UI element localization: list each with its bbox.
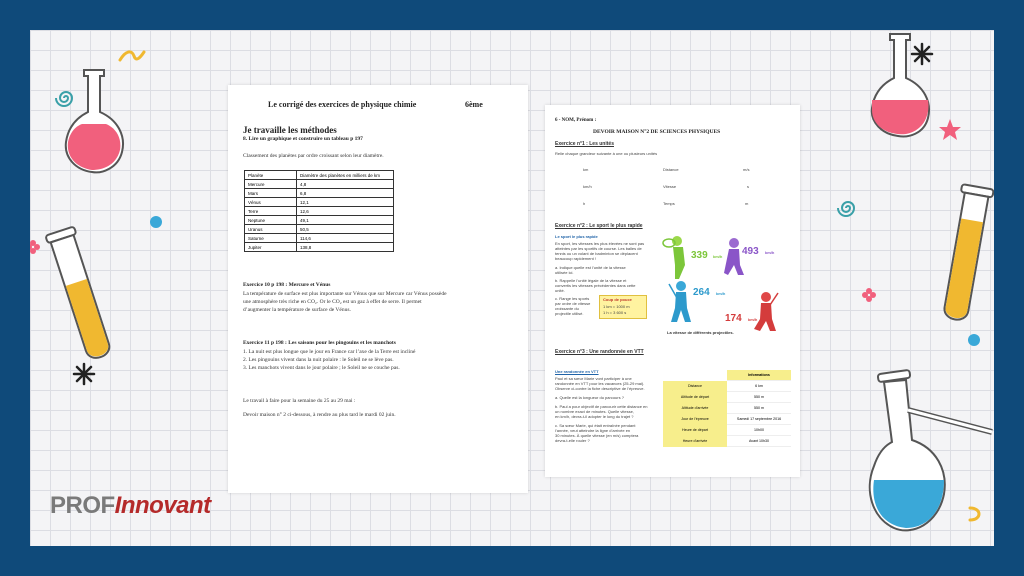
table-row [245,207,394,216]
table-header: Planète [245,171,297,180]
info-label: Jour de l’épreuve [663,414,727,425]
planet-name: Vénus [245,198,297,207]
ex2-line: c. Range les sports [555,296,590,301]
pink-flower-icon [862,288,876,302]
yellow-test-tube-icon [44,222,116,372]
unit-left: km/h [583,184,592,189]
table-row [245,225,394,234]
ex2-line: convertis les vitesses précédentes dans cette [555,283,636,288]
blue-dot-icon [968,334,980,346]
asterisk-icon [910,42,934,66]
info-table [663,370,791,447]
unit-right: m/s [743,167,750,172]
speed-value: 264 [693,287,710,298]
asterisk-icon [72,362,96,386]
info-value: Samedi 17 septembre 2016 [727,414,791,425]
spiral-icon [836,196,860,220]
info-label: Altitude de départ [663,392,727,403]
planet-name: Mars [245,189,297,198]
speed-unit: km/h [748,317,758,322]
baseball-player-icon [750,291,778,333]
doc1-ex11-line: 1. La nuit est plus longue que le jour en France car l’axe de la Terre est incliné [243,349,416,355]
ex2-line: a. Indique quelle est l’unité de la vitesse [555,265,626,270]
hint-line: 1 km = 1000 m [603,304,630,309]
speed-unit: km/h [765,250,775,255]
doc1-ex10-line: La température de surface est plus importante sur Vénus que sur Mercure car Vénus possède [243,291,447,297]
yellow-squiggle-icon [118,48,146,64]
yellow-squiggle-icon [966,504,986,524]
planet-diameter: 12,1 [297,198,394,207]
logo-part2: Innovant [114,492,211,519]
info-value: 6 km [727,381,791,392]
ex3-line: devra-t-elle rouler ? [555,438,590,443]
table-header: Diamètre des planètes en milliers de km [297,171,394,180]
ex3-line: c. Sa sœur Marie, qui était entraînée pendant [555,423,636,428]
logo-part1: PROF [50,492,115,519]
doc1-title: Le corrigé des exercices de physique chimie [268,100,417,109]
doc1-level: 6ème [465,100,483,109]
doc2-title: DEVOIR MAISON N°2 DE SCIENCES PHYSIQUES [593,129,721,135]
unit-left: h [583,201,586,206]
doc1-homework: Devoir maison n° 2 ci-dessous, à rendre au plus tard le mardi 02 juin. [243,412,396,418]
doc1-ex11-line: 2. Les pingouins vivent dans la nuit polaire : le Soleil ne se lève pas. [243,357,394,363]
planet-diameter: 4,8 [297,180,394,189]
ex3-title: Exercice n°3 : Une randonnée en VTT [555,349,644,355]
pink-flask-icon [62,66,126,174]
info-label: Distance [663,381,727,392]
ex3-line: randonnée en VTT pour les vacances (25-29 mai). [555,381,645,386]
ex2-line: En sport, les vitesses les plus élevées ne sont pas [555,241,645,246]
golfer-icon [665,280,695,324]
unit-right: m [745,201,749,206]
quantity: Temps [663,201,675,206]
planet-diameter: 138,8 [297,243,394,252]
info-value: 550 m [727,403,791,414]
planet-table [244,170,394,252]
doc1-ex10-line: une atmosphère très riche en CO₂. Or le CO₂ est un gaz à effet de serre. Il permet [243,299,422,305]
ex3-subtitle: Une randonnée en VTT [555,369,599,374]
ex2-line: beaucoup rapidement ! [555,256,596,261]
ex3-line: Paul et sa sœur Marie vont participer à une [555,376,632,381]
unit-right: s [747,184,749,189]
ex2-line: unité. [555,288,565,293]
ex3-line: l’année, veut atteindre la ligne d’arrivée en [555,428,631,433]
info-header: Informations [727,370,791,381]
hint-title: Coup de pouce [603,297,632,302]
table-row [245,180,394,189]
doc1-work: Le travail à faire pour la semaine du 25 au 29 mai : [243,398,356,404]
planet-diameter: 114,6 [297,234,394,243]
hint-line: 1 h = 3 600 s [603,310,627,315]
table-row [663,414,791,425]
name-line: 6 - NOM, Prénom : [555,118,597,123]
planet-diameter: 49,1 [297,216,394,225]
table-row [245,216,394,225]
blue-dot-icon [150,216,162,228]
info-value: Avant 10h30 [727,436,791,447]
planet-diameter: 6,8 [297,189,394,198]
ex1-instruction: Relie chaque grandeur suivante à une ou plusieurs unités [555,151,658,156]
table-row [663,381,791,392]
ex2-line: utilisée ici. [555,270,574,275]
info-label: Heure d’arrivée [663,436,727,447]
homework-document [545,105,800,477]
ex2-title: Exercice n°2 : Le sport le plus rapide [555,223,643,229]
table-row [663,392,791,403]
ex2-line: tennis ou un volant de badminton se déplacent [555,251,638,256]
doc1-ex11-line: 3. Les manchots vivent dans le jour polaire ; le Soleil ne se couche pas. [243,365,400,371]
info-value: 10h00 [727,425,791,436]
speed-unit: km/h [713,254,723,259]
ex2-line: croissante du [555,306,579,311]
tennis-player-icon [663,235,693,281]
spiral-icon [54,86,78,110]
speed-value: 493 [742,246,759,257]
planet-name: Terre [245,207,297,216]
planet-name: Saturne [245,234,297,243]
prof-innovant-logo [50,492,211,520]
speed-value: 174 [725,313,742,324]
speed-unit: km/h [716,291,726,296]
ex3-line: 30 minutes. À quelle vitesse (en m/s) comptera [555,433,639,438]
speed-value: 339 [691,250,708,261]
quantity: Vitesse [663,184,677,189]
ex3-line: un nombre exact de minutes. Quelle vitesse, [555,409,634,414]
ex2-line: atteintes par les sportifs de course. Les balles de [555,246,642,251]
ex2-line: par ordre de vitesse [555,301,591,306]
ex3-line: b. Paul a pour objectif de parcourir cette distance en [555,404,648,409]
table-row [663,436,791,447]
hint-box [599,295,647,319]
quantity: Distance [663,167,679,172]
planet-name: Neptune [245,216,297,225]
planet-diameter: 12,6 [297,207,394,216]
grid-frame [30,30,994,546]
unit-left: km [583,167,589,172]
ex2-line: b. Rappelle l’unité légale de la vitesse et [555,278,627,283]
table-row [663,425,791,436]
pink-star-icon [938,118,962,142]
table-row [245,243,394,252]
info-label: Heure de départ [663,425,727,436]
ex3-line: a. Quelle est la longueur du parcours ? [555,395,624,400]
doc1-ex10-title: Exercice 10 p 198 : Mercure et Vénus [243,282,331,288]
figure-caption: La vitesse de différents projectiles. [667,330,734,335]
ex2-line: projectile utilisé. [555,311,584,316]
planet-name: Jupiter [245,243,297,252]
info-value: 550 m [727,392,791,403]
pink-flower-icon [30,240,40,254]
doc1-ex8-title: 8. Lire un graphique et construire un tableau p 197 [243,136,363,142]
doc1-heading: Je travaille les méthodes [243,125,337,135]
doc1-ex11-title: Exercice 11 p 198 : Les saisons pour les pingouins et les manchots [243,340,396,346]
badminton-player-icon [720,237,746,277]
table-row [245,198,394,207]
info-label: Altitude d’arrivée [663,403,727,414]
planet-diameter: 50,5 [297,225,394,234]
planet-name: Mercure [245,180,297,189]
doc1-intro: Classement des planètes par ordre croissant selon leur diamètre. [243,153,384,159]
ex1-title: Exercice n°1 : Les unités [555,141,614,147]
answer-sheet-document [228,85,528,493]
ex3-line: Observe ci-contre la fiche descriptive de l’épreuve. [555,386,645,391]
table-row [663,403,791,414]
planet-name: Uranus [245,225,297,234]
table-row [245,234,394,243]
table-row [245,189,394,198]
yellow-test-tube-icon [936,180,994,330]
doc1-ex10-line: d’augmenter la température de surface de Vénus. [243,307,351,313]
ex2-subtitle: Le sport le plus rapide [555,234,598,239]
ex3-line: en km/h, devra-t-il adopter le long du trajet ? [555,414,634,419]
